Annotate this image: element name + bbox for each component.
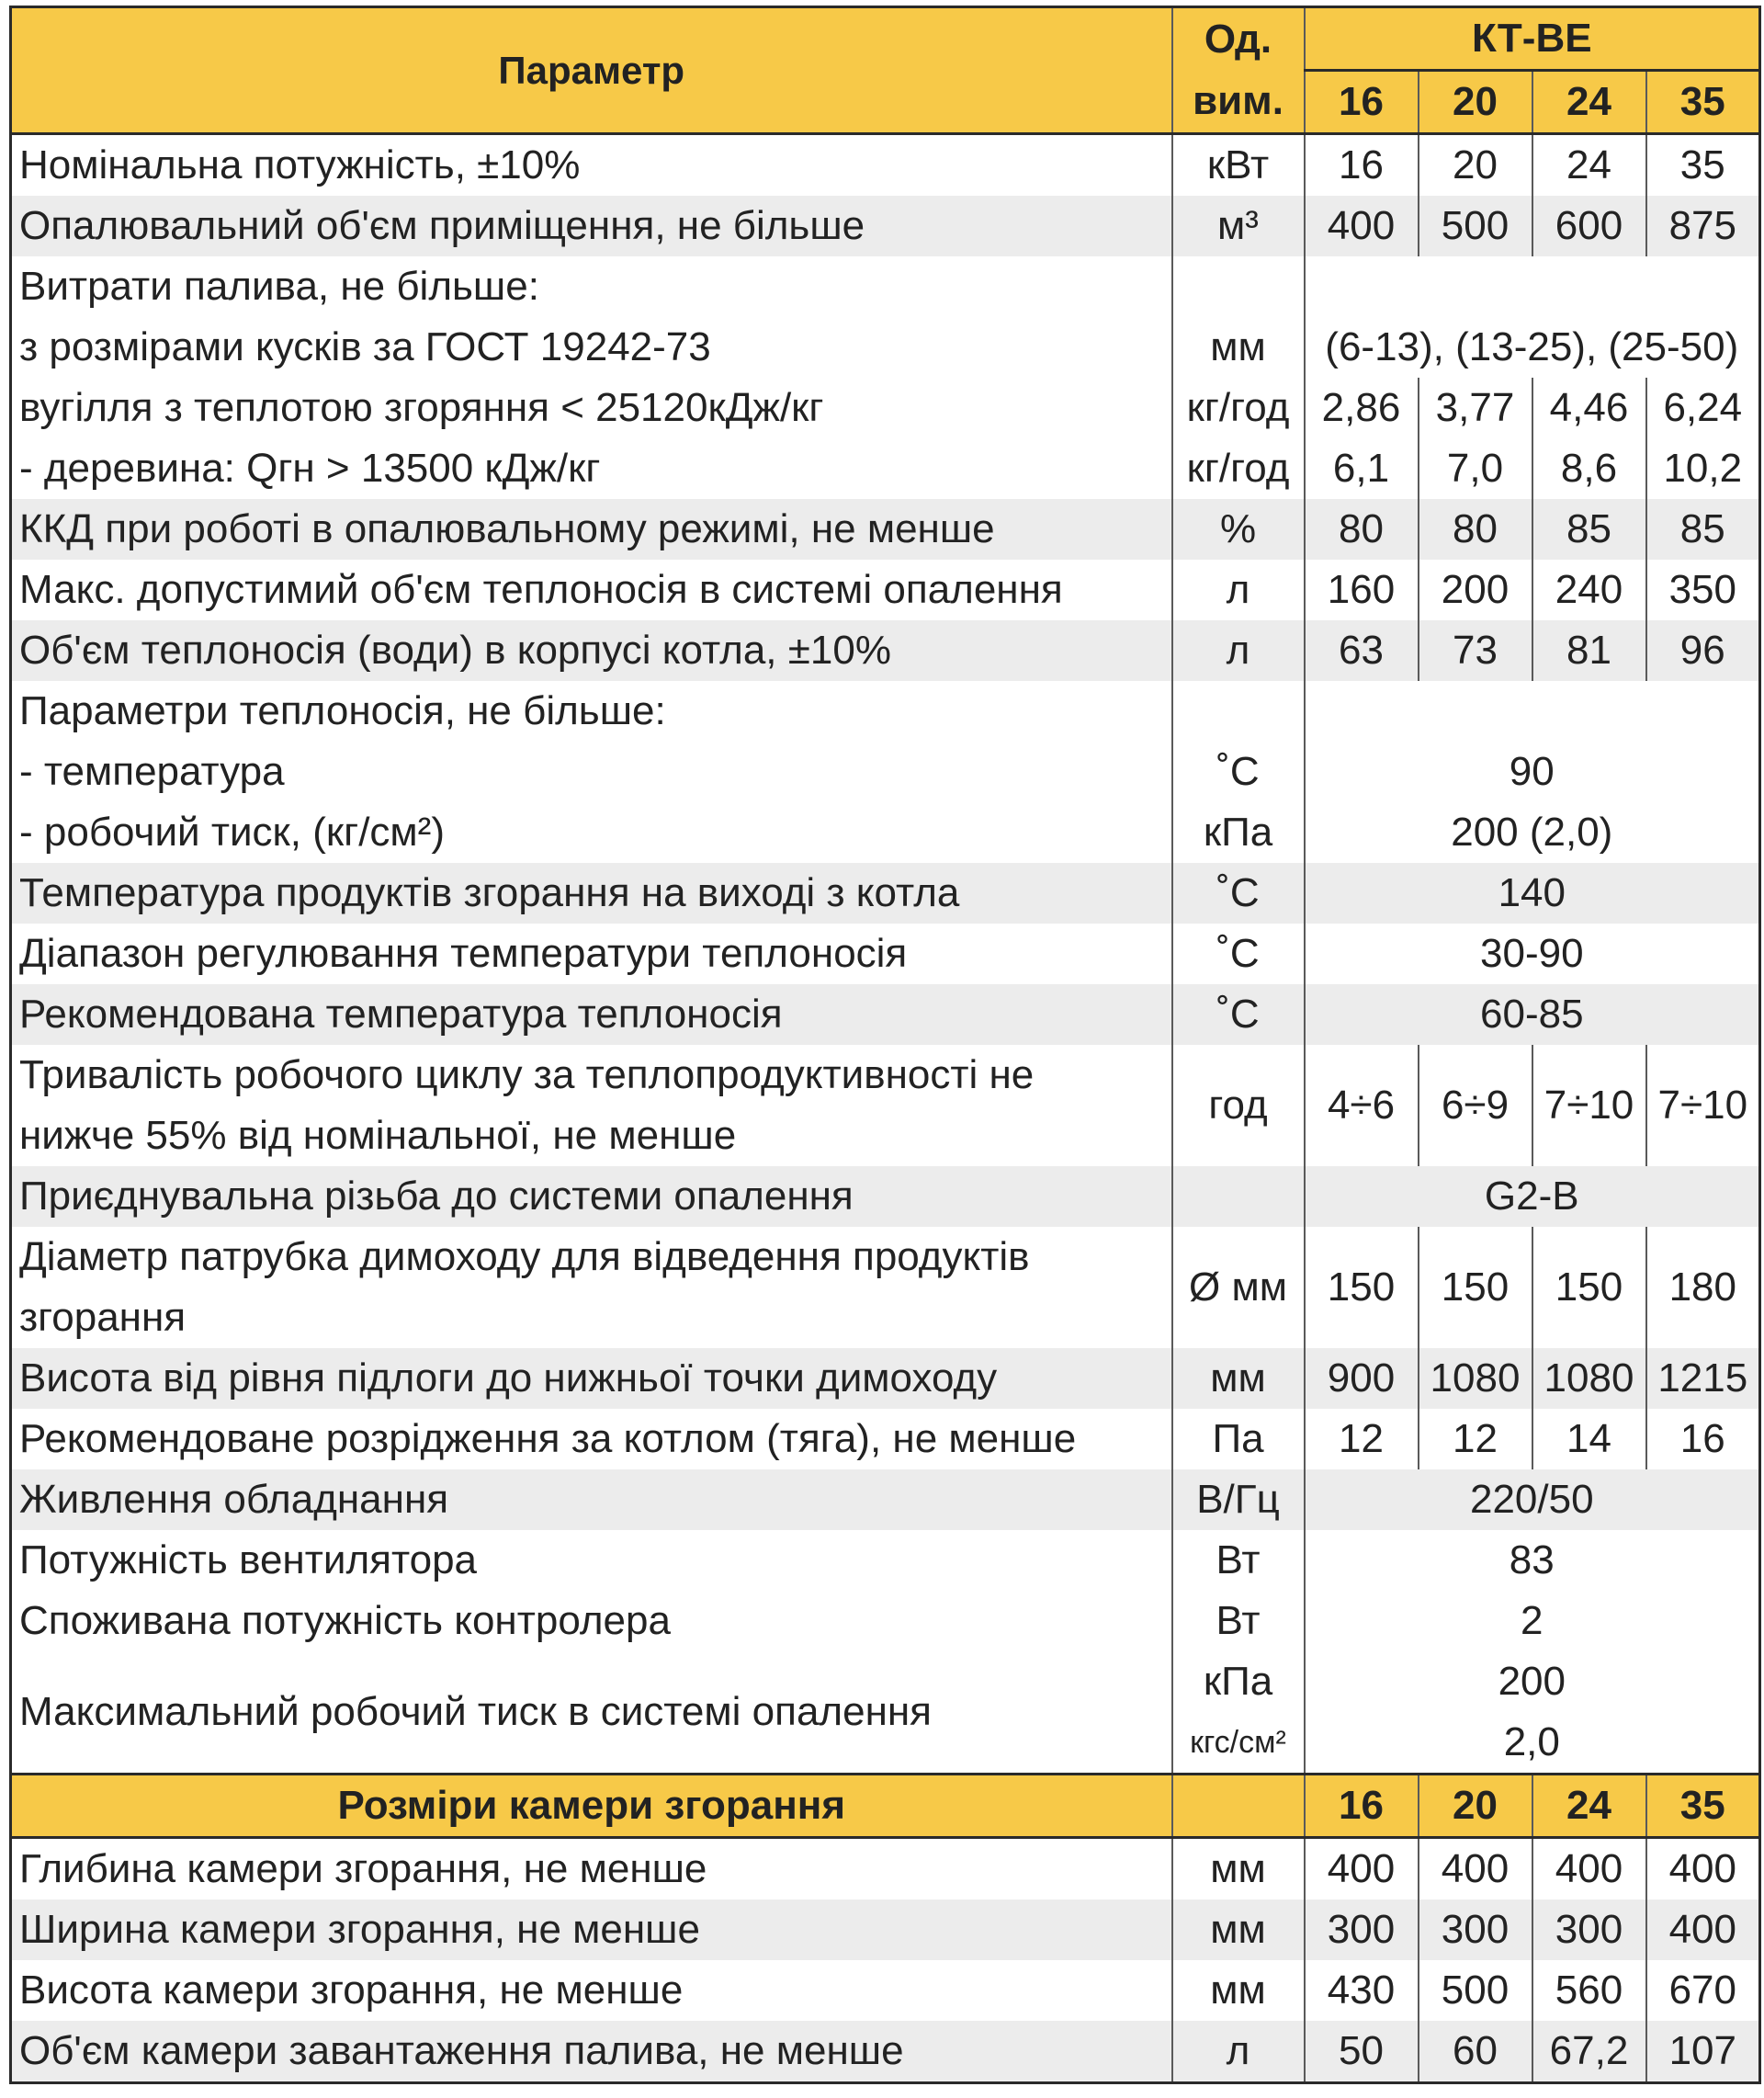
table-row — [11, 378, 1760, 438]
value-cell: 24 — [1532, 134, 1646, 197]
table-row — [11, 620, 1760, 681]
section-size: 35 — [1646, 1775, 1760, 1838]
param-cell: Витрати палива, не більше: — [11, 256, 1172, 317]
value-cell: 8,6 — [1532, 438, 1646, 499]
unit-cell: кг/год — [1172, 378, 1305, 438]
spec-table-wrapper — [9, 6, 1761, 2084]
table-row — [11, 802, 1760, 863]
table-row — [11, 196, 1760, 256]
table-row — [11, 1166, 1760, 1227]
value-cell: 6÷9 — [1419, 1045, 1532, 1166]
unit-cell: Ø мм — [1172, 1227, 1305, 1348]
param-cell: - робочий тиск, (кг/см²) — [11, 802, 1172, 863]
value-cell: 400 — [1646, 1900, 1760, 1960]
unit-cell: мм — [1172, 1348, 1305, 1409]
value-cell: 500 — [1419, 196, 1532, 256]
value-cell: 1215 — [1646, 1348, 1760, 1409]
value-cell: 90 — [1305, 742, 1760, 802]
value-cell: 50 — [1305, 2021, 1419, 2083]
table-row — [11, 438, 1760, 499]
value-cell: 63 — [1305, 620, 1419, 681]
unit-cell: кПа — [1172, 802, 1305, 863]
param-cell: Опалювальний об'єм приміщення, не більше — [11, 196, 1172, 256]
section-size: 16 — [1305, 1775, 1419, 1838]
unit-cell — [1172, 256, 1305, 317]
param-cell: Об'єм теплоносія (води) в корпусі котла, ±10% — [11, 620, 1172, 681]
param-cell: Діаметр патрубка димоходу для відведення продуктів — [11, 1227, 1172, 1287]
value-cell: 900 — [1305, 1348, 1419, 1409]
value-cell: 400 — [1305, 196, 1419, 256]
table-row — [11, 1651, 1760, 1712]
value-cell: 2 — [1305, 1591, 1760, 1651]
main-body — [11, 134, 1760, 1775]
unit-cell: л — [1172, 560, 1305, 620]
table-row — [11, 256, 1760, 317]
value-cell: 80 — [1419, 499, 1532, 560]
unit-cell: л — [1172, 620, 1305, 681]
param-cell: - температура — [11, 742, 1172, 802]
unit-cell: кПа — [1172, 1651, 1305, 1712]
section-unit-blank — [1172, 1775, 1305, 1838]
param-cell: Глибина камери згорання, не менше — [11, 1838, 1172, 1900]
table-row — [11, 1045, 1760, 1106]
param-cell: Ширина камери згорання, не менше — [11, 1900, 1172, 1960]
value-cell: 60-85 — [1305, 984, 1760, 1045]
param-cell: Діапазон регулювання температури теплоносія — [11, 924, 1172, 984]
value-cell: 6,24 — [1646, 378, 1760, 438]
unit-cell: Па — [1172, 1409, 1305, 1469]
section-size: 24 — [1532, 1775, 1646, 1838]
value-cell: 200 — [1305, 1651, 1760, 1712]
value-cell: 180 — [1646, 1227, 1760, 1348]
value-cell: 300 — [1532, 1900, 1646, 1960]
header-param: Параметр — [11, 7, 1172, 134]
value-cell: 150 — [1419, 1227, 1532, 1348]
table-row — [11, 1409, 1760, 1469]
param-cell: Висота від рівня підлоги до нижньої точки димоходу — [11, 1348, 1172, 1409]
value-cell: 16 — [1646, 1409, 1760, 1469]
table-row — [11, 1469, 1760, 1530]
value-cell: 400 — [1646, 1838, 1760, 1900]
table-row — [11, 2021, 1760, 2083]
value-cell: 600 — [1532, 196, 1646, 256]
param-cell: - деревина: Qгн > 13500 кДж/кг — [11, 438, 1172, 499]
value-cell: 7÷10 — [1532, 1045, 1646, 1166]
unit-cell: ˚С — [1172, 984, 1305, 1045]
param-cell: Приєднувальна різьба до системи опалення — [11, 1166, 1172, 1227]
unit-cell: Вт — [1172, 1591, 1305, 1651]
unit-cell: ˚С — [1172, 863, 1305, 924]
value-cell: 350 — [1646, 560, 1760, 620]
value-cell: 30-90 — [1305, 924, 1760, 984]
spec-table — [9, 6, 1761, 2084]
param-cell-continued: згорання — [11, 1287, 1172, 1348]
param-cell: Потужність вентилятора — [11, 1530, 1172, 1591]
value-cell: 12 — [1419, 1409, 1532, 1469]
value-cell: 60 — [1419, 2021, 1532, 2083]
chamber-section — [11, 1775, 1760, 1838]
table-row — [11, 1591, 1760, 1651]
param-cell: Рекомендована температура теплоносія — [11, 984, 1172, 1045]
param-cell: Живлення обладнання — [11, 1469, 1172, 1530]
value-cell: 150 — [1305, 1227, 1419, 1348]
unit-cell: кВт — [1172, 134, 1305, 197]
section-title: Розміри камери згорання — [11, 1775, 1172, 1838]
param-cell: ККД при роботі в опалювальному режимі, не менше — [11, 499, 1172, 560]
table-row — [11, 1348, 1760, 1409]
param-cell: Висота камери згорання, не менше — [11, 1960, 1172, 2021]
unit-cell — [1172, 1166, 1305, 1227]
value-cell: 670 — [1646, 1960, 1760, 2021]
value-cell: 6,1 — [1305, 438, 1419, 499]
param-cell: Параметри теплоносія, не більше: — [11, 681, 1172, 742]
value-cell: 1080 — [1532, 1348, 1646, 1409]
param-cell: Номінальна потужність, ±10% — [11, 134, 1172, 197]
table-row — [11, 1900, 1760, 1960]
header-unit-line1: Од. — [1172, 7, 1305, 71]
unit-cell: ˚С — [1172, 924, 1305, 984]
header-size: 35 — [1646, 71, 1760, 134]
value-cell: 83 — [1305, 1530, 1760, 1591]
unit-cell: кг/год — [1172, 438, 1305, 499]
table-row — [11, 134, 1760, 197]
value-cell — [1305, 256, 1760, 317]
table-row — [11, 984, 1760, 1045]
value-cell: 67,2 — [1532, 2021, 1646, 2083]
param-cell: Рекомендоване розрідження за котлом (тяга), не менше — [11, 1409, 1172, 1469]
unit-cell: л — [1172, 2021, 1305, 2083]
section-size: 20 — [1419, 1775, 1532, 1838]
value-cell: 20 — [1419, 134, 1532, 197]
value-cell: 107 — [1646, 2021, 1760, 2083]
value-cell — [1305, 681, 1760, 742]
value-cell: 85 — [1646, 499, 1760, 560]
param-cell: з розмірами кусків за ГОСТ 19242-73 — [11, 317, 1172, 378]
value-cell: 2,0 — [1305, 1712, 1760, 1775]
table-row — [11, 1227, 1760, 1287]
value-cell: 400 — [1305, 1838, 1419, 1900]
value-cell: 200 (2,0) — [1305, 802, 1760, 863]
table-row — [11, 681, 1760, 742]
value-cell: 875 — [1646, 196, 1760, 256]
table-row — [11, 499, 1760, 560]
param-cell: вугілля з теплотою згоряння < 25120кДж/кг — [11, 378, 1172, 438]
unit-cell: Вт — [1172, 1530, 1305, 1591]
param-cell: Споживана потужність контролера — [11, 1591, 1172, 1651]
value-cell: 96 — [1646, 620, 1760, 681]
value-cell: 16 — [1305, 134, 1419, 197]
param-cell-continued: нижче 55% від номінальної, не менше — [11, 1106, 1172, 1166]
value-cell: 300 — [1419, 1900, 1532, 1960]
value-cell: 14 — [1532, 1409, 1646, 1469]
param-cell: Макс. допустимий об'єм теплоносія в системі опалення — [11, 560, 1172, 620]
table-row — [11, 1838, 1760, 1900]
unit-cell: год — [1172, 1045, 1305, 1166]
value-cell: 220/50 — [1305, 1469, 1760, 1530]
value-cell: 240 — [1532, 560, 1646, 620]
table-row — [11, 742, 1760, 802]
value-cell: 4÷6 — [1305, 1045, 1419, 1166]
value-cell: 400 — [1419, 1838, 1532, 1900]
value-cell: 10,2 — [1646, 438, 1760, 499]
value-cell: 35 — [1646, 134, 1760, 197]
value-cell: 4,46 — [1532, 378, 1646, 438]
table-row — [11, 924, 1760, 984]
param-cell: Температура продуктів згорання на виході з котла — [11, 863, 1172, 924]
unit-cell: мм — [1172, 1838, 1305, 1900]
value-cell: 560 — [1532, 1960, 1646, 2021]
value-cell: 3,77 — [1419, 378, 1532, 438]
value-cell: 140 — [1305, 863, 1760, 924]
value-cell: 73 — [1419, 620, 1532, 681]
chamber-body — [11, 1838, 1760, 2083]
table-row — [11, 1530, 1760, 1591]
value-cell: 80 — [1305, 499, 1419, 560]
value-cell: 7,0 — [1419, 438, 1532, 499]
value-cell: 2,86 — [1305, 378, 1419, 438]
param-cell: Об'єм камери завантаження палива, не менше — [11, 2021, 1172, 2083]
value-cell: 200 — [1419, 560, 1532, 620]
table-row — [11, 317, 1760, 378]
value-cell: 160 — [1305, 560, 1419, 620]
value-cell: 1080 — [1419, 1348, 1532, 1409]
header-size: 20 — [1419, 71, 1532, 134]
param-cell: Максимальний робочий тиск в системі опалення — [11, 1651, 1172, 1775]
unit-cell: % — [1172, 499, 1305, 560]
table-row — [11, 863, 1760, 924]
value-cell: 300 — [1305, 1900, 1419, 1960]
value-cell: 430 — [1305, 1960, 1419, 2021]
header-size: 24 — [1532, 71, 1646, 134]
unit-cell: В/Гц — [1172, 1469, 1305, 1530]
unit-cell: ˚С — [1172, 742, 1305, 802]
value-cell: 500 — [1419, 1960, 1532, 2021]
table-row — [11, 1960, 1760, 2021]
value-cell: 7÷10 — [1646, 1045, 1760, 1166]
unit-cell: м³ — [1172, 196, 1305, 256]
unit-cell: мм — [1172, 1900, 1305, 1960]
unit-cell: мм — [1172, 1960, 1305, 2021]
unit-cell: мм — [1172, 317, 1305, 378]
table-row — [11, 560, 1760, 620]
value-cell: 85 — [1532, 499, 1646, 560]
value-cell: G2-В — [1305, 1166, 1760, 1227]
value-cell: 81 — [1532, 620, 1646, 681]
header-size: 16 — [1305, 71, 1419, 134]
value-cell: 400 — [1532, 1838, 1646, 1900]
value-cell: (6-13), (13-25), (25-50) — [1305, 317, 1760, 378]
header-unit-line2: вим. — [1172, 71, 1305, 134]
header-model: КТ-ВЕ — [1305, 7, 1760, 71]
value-cell: 12 — [1305, 1409, 1419, 1469]
param-cell: Тривалість робочого циклу за теплопродуктивності не — [11, 1045, 1172, 1106]
unit-cell: кгс/см² — [1172, 1712, 1305, 1775]
value-cell: 150 — [1532, 1227, 1646, 1348]
unit-cell — [1172, 681, 1305, 742]
